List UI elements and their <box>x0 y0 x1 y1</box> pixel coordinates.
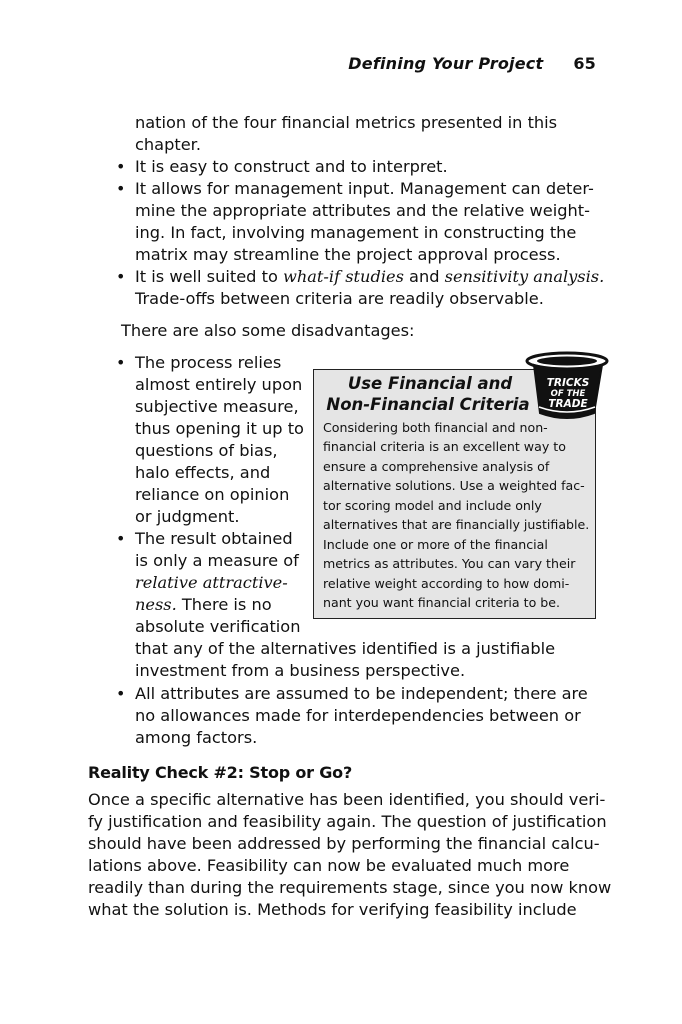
text-line: It allows for management input. Management can deter- <box>135 179 594 198</box>
sidebar-text-line: financial criteria is an excellent way to <box>323 439 566 454</box>
bullet-marker: • <box>116 529 126 548</box>
text-line: mine the appropriate attributes and the relative weight- <box>135 201 590 220</box>
text-line: investment from a business perspective. <box>135 661 466 680</box>
text-line: thus opening it up to <box>135 419 304 438</box>
sidebar-text-line: alternative solutions. Use a weighted fac- <box>323 478 585 493</box>
text-line: lations above. Feasibility can now be evaluated much more <box>88 856 570 875</box>
text-line: what the solution is. Methods for verifying feasibility include <box>88 900 577 919</box>
sidebar-text-line: alternatives that are financially justifiable. <box>323 517 590 532</box>
sidebar-title: Non-Financial Criteria <box>326 395 530 414</box>
section-heading: Reality Check #2: Stop or Go? <box>88 763 353 782</box>
text-run: and <box>403 267 445 286</box>
text-line: absolute verification <box>135 617 301 636</box>
text-line: questions of bias, <box>135 441 278 460</box>
text-line: almost entirely upon <box>135 375 303 394</box>
top-hat-icon <box>522 351 612 423</box>
text-line: The result obtained <box>135 529 293 548</box>
italic-term: relative attractive- <box>135 573 288 592</box>
text-line: that any of the alternatives identified is a justifiable <box>135 639 556 658</box>
italic-term: ness. <box>135 595 177 614</box>
text-run: It is well suited to <box>135 267 283 286</box>
bullet-marker: • <box>116 353 126 372</box>
italic-term: sensitivity analysis. <box>444 267 605 286</box>
text-line: is only a measure of <box>135 551 299 570</box>
text-run: There is no <box>176 595 272 614</box>
text-line <box>135 266 604 288</box>
text-line: subjective measure, <box>135 397 299 416</box>
text-line <box>135 594 272 616</box>
italic-term: what-if studies <box>283 267 404 286</box>
bullet-marker: • <box>116 267 126 286</box>
text-line: readily than during the requirements stage, since you now know <box>88 878 612 897</box>
sidebar-text-line: nant you want financial criteria to be. <box>323 595 561 610</box>
text-line: The process relies <box>135 353 282 372</box>
sidebar-text-line: Considering both financial and non- <box>323 420 548 435</box>
hat-text: TRICKS <box>546 377 590 389</box>
text-line: Once a specific alternative has been identified, you should veri- <box>88 790 606 809</box>
text-line: ing. In fact, involving management in constructing the <box>135 223 577 242</box>
text-line: reliance on opinion <box>135 485 290 504</box>
text-line: Trade-offs between criteria are readily observable. <box>135 289 544 308</box>
text-line: All attributes are assumed to be independent; there are <box>135 684 588 703</box>
page-number: 65 <box>573 54 596 73</box>
bullet-marker: • <box>116 179 126 198</box>
text-line: chapter. <box>135 135 201 154</box>
header-title: Defining Your Project <box>348 54 544 73</box>
running-header <box>348 54 596 73</box>
hat-text: OF THE <box>550 389 586 399</box>
bullet-marker: • <box>116 157 126 176</box>
sidebar-text-line: tor scoring model and include only <box>323 498 542 513</box>
text-line: should have been addressed by performing the financial calcu- <box>88 834 600 853</box>
sidebar-text-line: Include one or more of the financial <box>323 537 548 552</box>
bullet-marker: • <box>116 684 126 703</box>
sidebar-text-line: relative weight according to how domi- <box>323 576 570 591</box>
text-line: halo effects, and <box>135 463 271 482</box>
text-line: or judgment. <box>135 507 240 526</box>
text-line: It is easy to construct and to interpret. <box>135 157 448 176</box>
disadvantages-intro: There are also some disadvantages: <box>121 321 415 340</box>
text-line: matrix may streamline the project approval process. <box>135 245 561 264</box>
hat-text: TRADE <box>548 398 588 410</box>
sidebar-text-line: metrics as attributes. You can vary their <box>323 556 576 571</box>
text-line: fy justification and feasibility again. The question of justification <box>88 812 607 831</box>
sidebar-text-line: ensure a comprehensive analysis of <box>323 459 550 474</box>
sidebar-title: Use Financial and <box>347 374 513 393</box>
text-line: nation of the four financial metrics presented in this <box>135 113 558 132</box>
text-line: among factors. <box>135 728 258 747</box>
text-line: no allowances made for interdependencies between or <box>135 706 581 725</box>
